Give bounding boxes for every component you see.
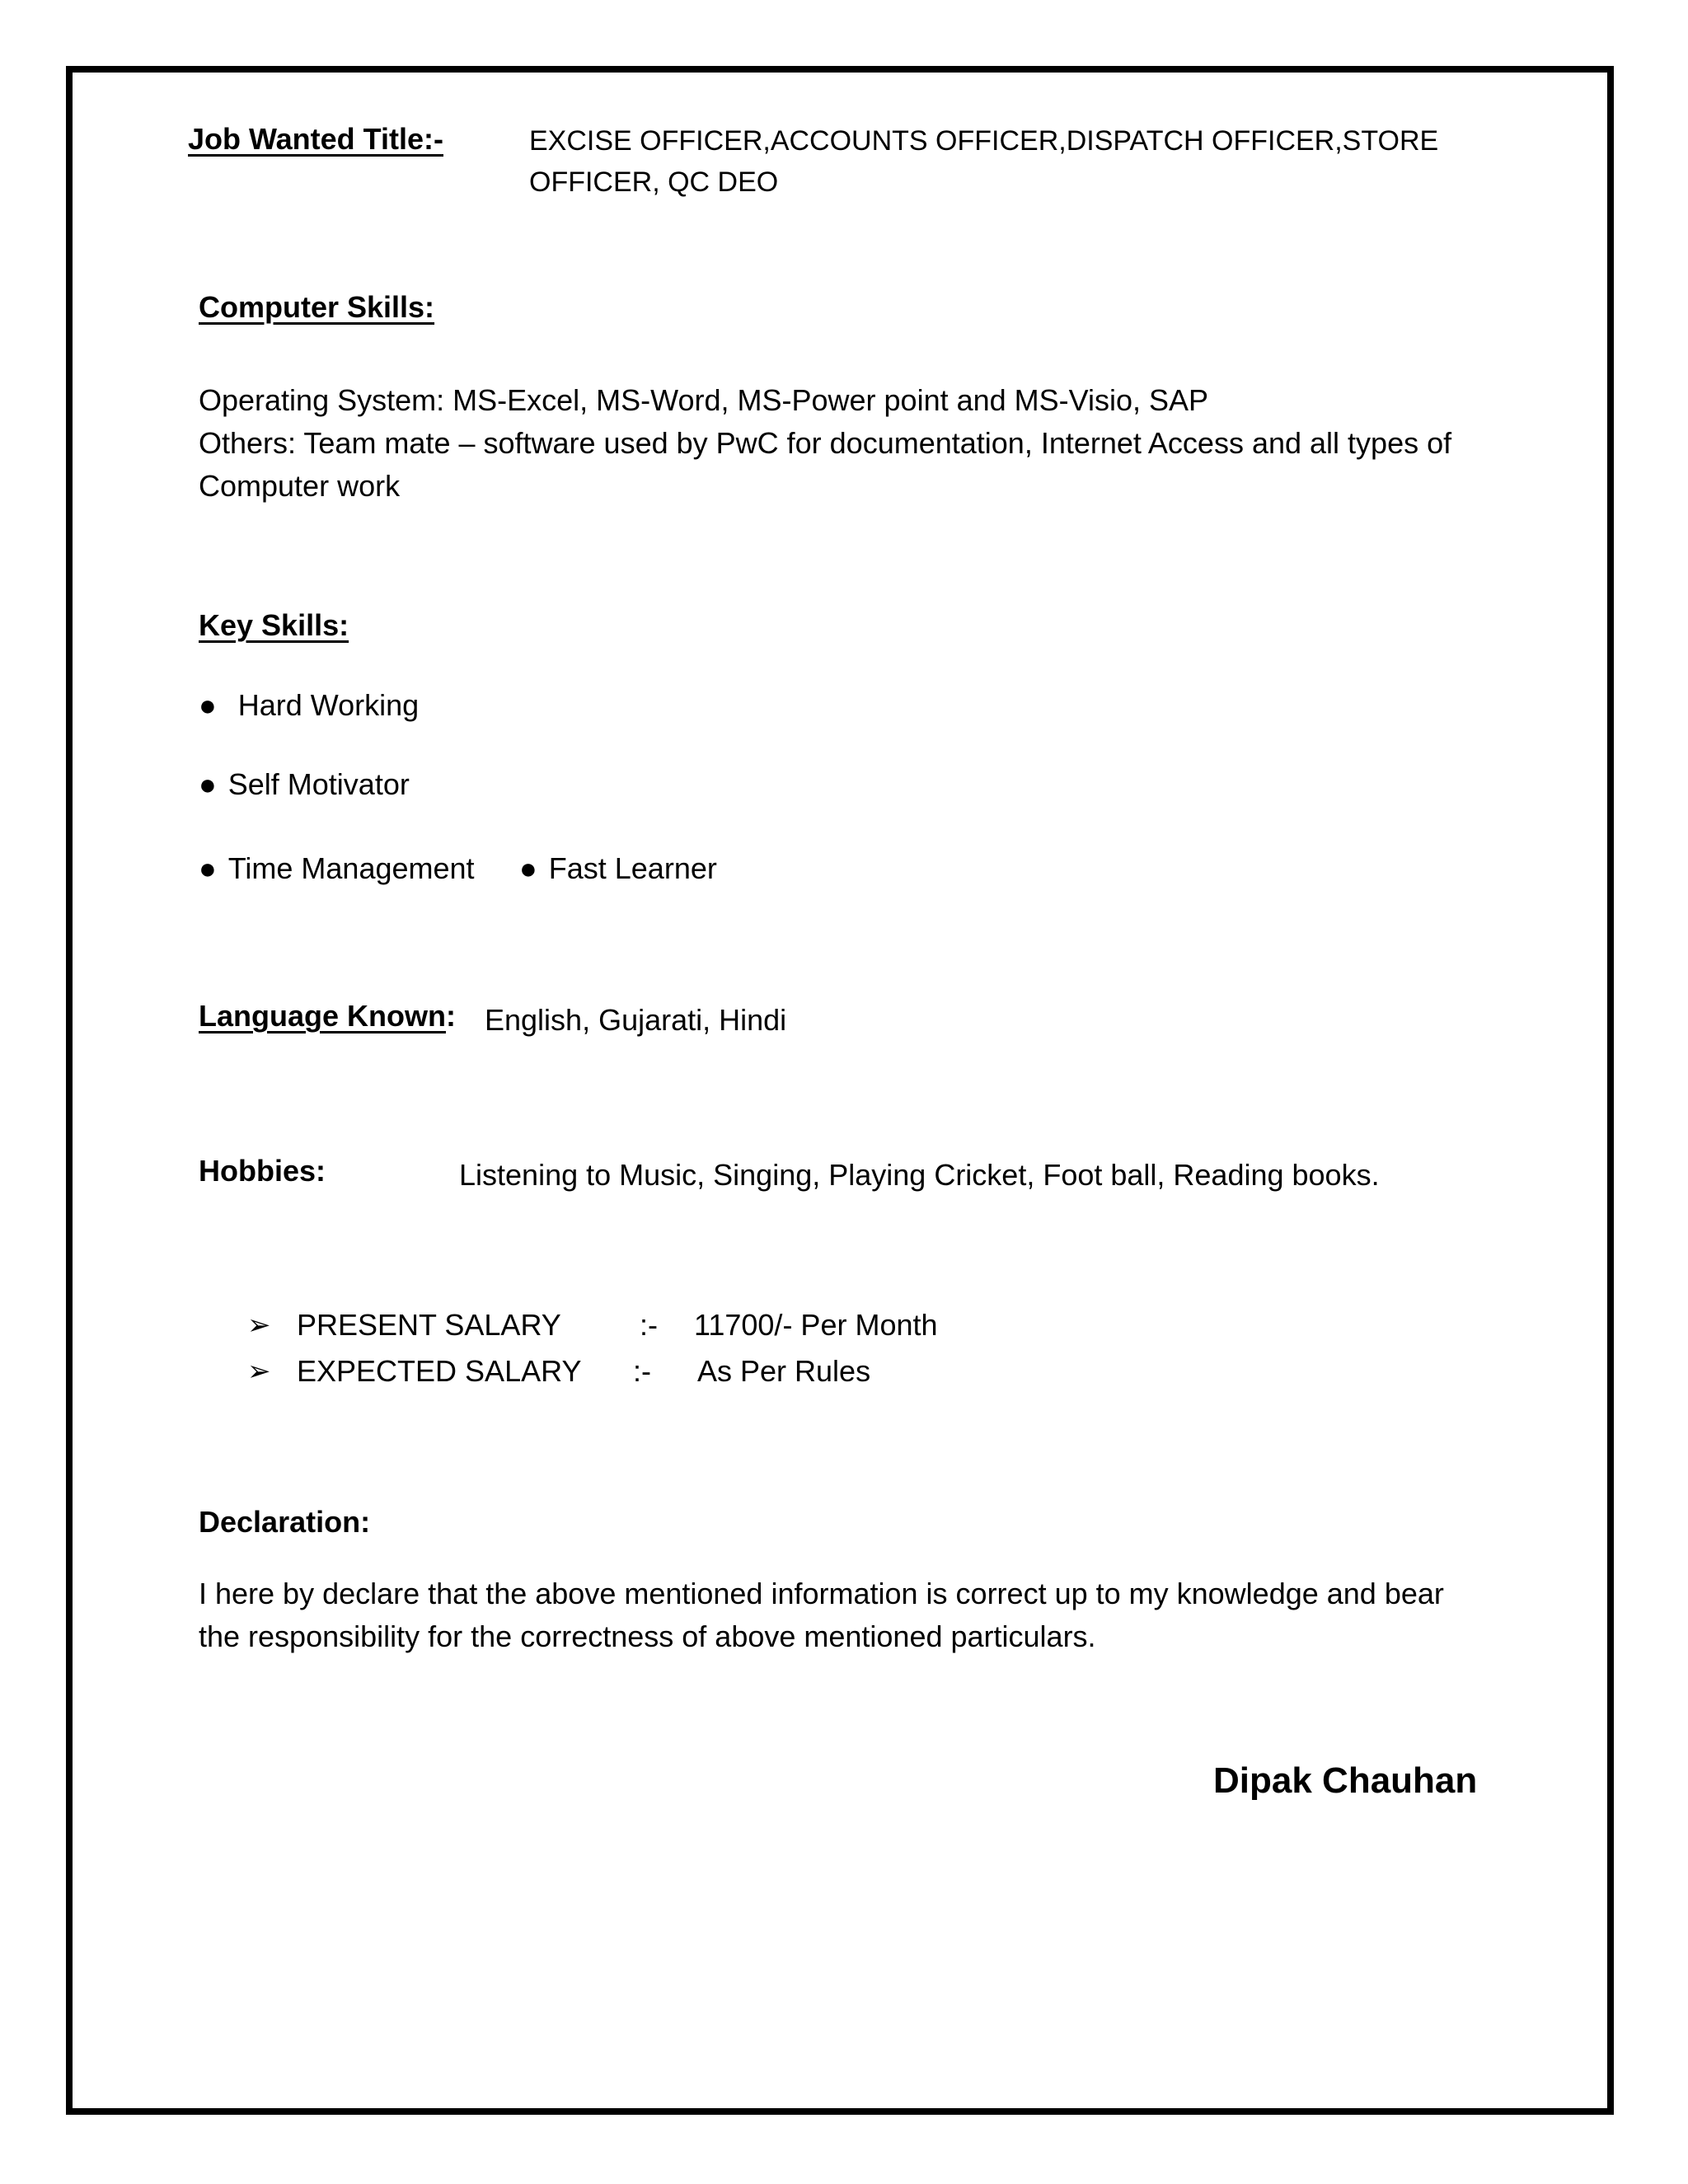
key-skill-label: Self Motivator — [227, 767, 410, 801]
key-skill-item — [199, 847, 475, 890]
bullet-icon: ● — [199, 767, 217, 801]
language-value: English, Gujarati, Hindi — [485, 1003, 787, 1037]
key-skill-item — [199, 763, 410, 806]
salary-separator: :- — [633, 1354, 651, 1388]
others-label: Others: — [199, 426, 297, 460]
present-salary-label: PRESENT SALARY — [297, 1308, 561, 1342]
key-skill-item — [519, 847, 717, 890]
operating-system-line: Operating System: MS-Excel, MS-Word, MS-Power point and MS-Visio, SAP — [199, 383, 1209, 417]
declaration-heading: Declaration: — [199, 1505, 371, 1539]
signature-name: Dipak Chauhan — [1213, 1760, 1478, 1801]
bullet-icon: ● — [519, 851, 537, 885]
computer-skills-heading: Computer Skills: — [199, 290, 435, 324]
language-label: Language Known — [199, 999, 446, 1033]
key-skills-heading: Key Skills: — [199, 608, 349, 642]
key-skill-label: Fast Learner — [548, 851, 717, 885]
salary-separator: :- — [640, 1308, 658, 1342]
language-heading — [199, 999, 456, 1033]
arrow-bullet-icon: ➢ — [247, 1356, 271, 1387]
expected-salary-value: As Per Rules — [697, 1354, 871, 1388]
hobbies-value: Listening to Music, Singing, Playing Cricket, Foot ball, Reading books. — [459, 1158, 1380, 1192]
bullet-icon: ● — [199, 851, 217, 885]
page-border — [66, 66, 1614, 2115]
bullet-icon: ● — [199, 688, 217, 722]
job-wanted-label: Job Wanted Title:- — [188, 122, 443, 156]
hobbies-heading: Hobbies: — [199, 1154, 326, 1188]
expected-salary-label: EXPECTED SALARY — [297, 1354, 582, 1388]
key-skill-item — [199, 684, 419, 727]
key-skill-label: Hard Working — [237, 688, 420, 722]
others-paragraph — [199, 422, 1484, 508]
present-salary-value: 11700/- Per Month — [694, 1308, 938, 1342]
declaration-text: I here by declare that the above mentioned information is correct up to my knowledge and bear the responsibility for the correctness of above mentioned particulars. — [199, 1577, 1444, 1653]
language-colon: : — [446, 999, 456, 1033]
job-wanted-value: EXCISE OFFICER,ACCOUNTS OFFICER,DISPATCH OFFICER,STORE OFFICER, QC DEO — [529, 125, 1439, 198]
key-skill-label: Time Management — [227, 851, 475, 885]
others-text: Team mate – software used by PwC for documentation, Internet Access and all types of Computer work — [199, 426, 1452, 503]
arrow-bullet-icon: ➢ — [247, 1310, 271, 1341]
